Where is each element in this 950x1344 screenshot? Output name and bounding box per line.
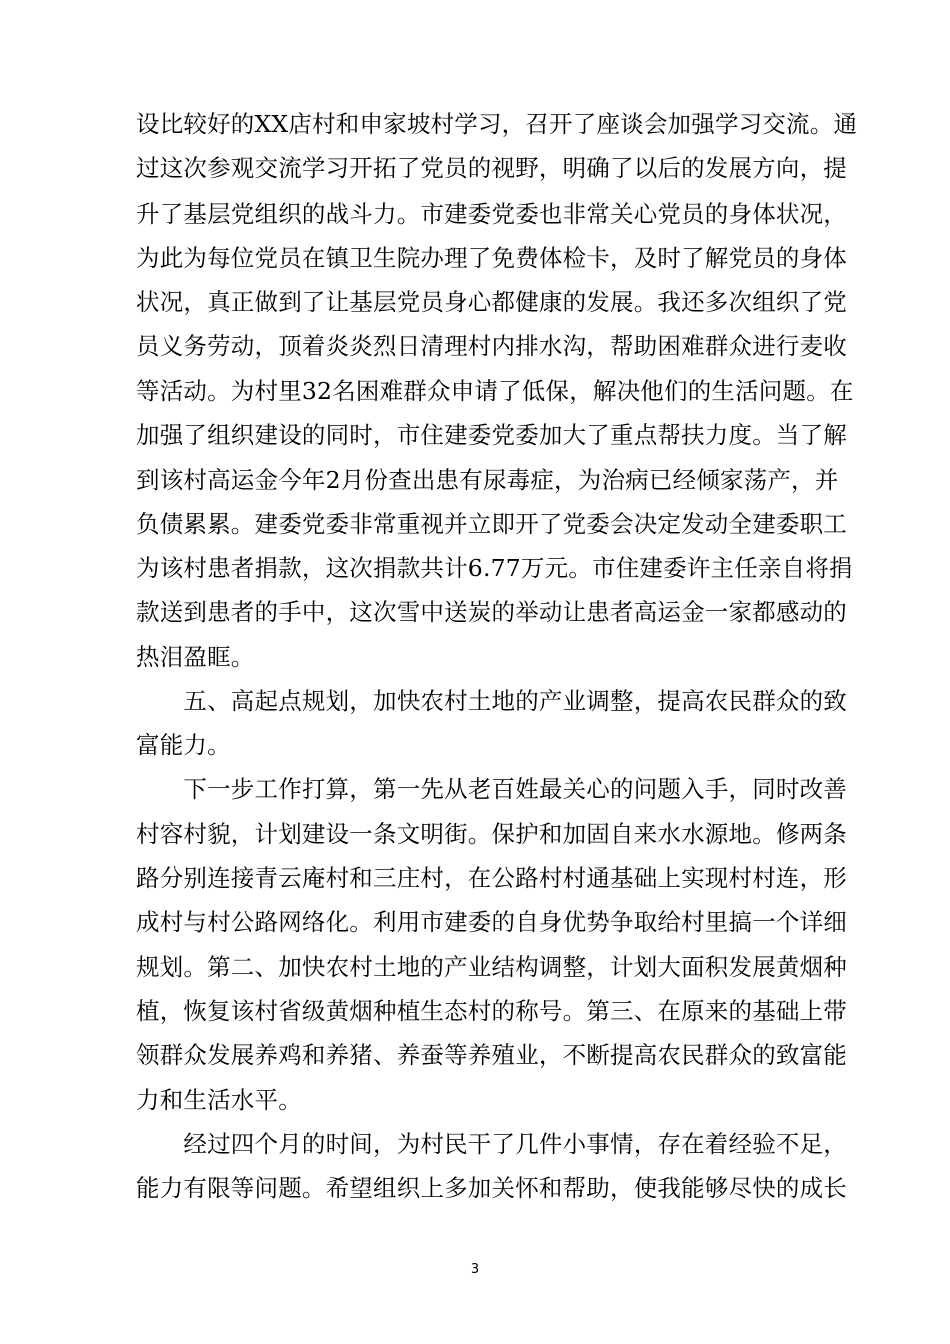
text-line: 成村与村公路网络化。利用市建委的自身优势争取给村里搞一个详细 xyxy=(136,908,847,936)
text-line: 加强了组织建设的同时，市住建委党委加大了重点帮扶力度。当了解 xyxy=(136,421,847,449)
text-line: 为该村患者捐款，这次捐款共计6.77万元。市住建委许主任亲自将捐 xyxy=(136,554,853,582)
text-line: 规划。第二、加快农村土地的产业结构调整，计划大面积发展黄烟种 xyxy=(136,953,847,981)
text-line: 过这次参观交流学习开拓了党员的视野，明确了以后的发展方向，提 xyxy=(136,154,847,182)
text-line: 款送到患者的手中，这次雪中送炭的举动让患者高运金一家都感动的 xyxy=(136,598,847,626)
text-line: 热泪盈眶。 xyxy=(136,643,255,671)
text-line: 植，恢复该村省级黄烟种植生态村的称号。第三、在原来的基础上带 xyxy=(136,997,847,1025)
text-line: 负债累累。建委党委非常重视并立即开了党委会决定发动全建委职工 xyxy=(136,510,847,538)
text-line: 能力有限等问题。希望组织上多加关怀和帮助，使我能够尽快的成长 xyxy=(136,1174,847,1202)
text-line: 升了基层党组织的战斗力。市建委党委也非常关心党员的身体状况， xyxy=(136,200,847,228)
text-line: 下一步工作打算，第一先从老百姓最关心的问题入手，同时改善 xyxy=(136,775,847,803)
page-number: 3 xyxy=(470,1262,480,1277)
text-line: 力和生活水平。 xyxy=(136,1086,302,1114)
text-line: 员义务劳动，顶着炎炎烈日清理村内排水沟，帮助困难群众进行麦收 xyxy=(136,332,847,360)
text-line: 等活动。为村里32名困难群众申请了低保，解决他们的生活问题。在 xyxy=(136,377,854,405)
section-heading-line: 五、高起点规划，加快农村土地的产业调整，提高农民群众的致 xyxy=(136,687,847,715)
text-line: 领群众发展养鸡和养猪、养蚕等养殖业，不断提高农民群众的致富能 xyxy=(136,1041,847,1069)
text-line: 设比较好的XX店村和申家坡村学习，召开了座谈会加强学习交流。通 xyxy=(136,110,858,138)
text-line: 村容村貌，计划建设一条文明街。保护和加固自来水水源地。修两条 xyxy=(136,820,847,848)
text-line: 状况，真正做到了让基层党员身心都健康的发展。我还多次组织了党 xyxy=(136,288,847,316)
text-line: 经过四个月的时间，为村民干了几件小事情，存在着经验不足， xyxy=(136,1130,847,1158)
text-line: 路分别连接青云庵村和三庄村，在公路村村通基础上实现村村连，形 xyxy=(136,864,847,892)
section-heading-line: 富能力。 xyxy=(136,731,231,759)
text-line: 到该村高运金今年2月份查出患有尿毒症，为治病已经倾家荡产，并 xyxy=(136,466,839,494)
text-line: 为此为每位党员在镇卫生院办理了免费体检卡，及时了解党员的身体 xyxy=(136,244,847,272)
